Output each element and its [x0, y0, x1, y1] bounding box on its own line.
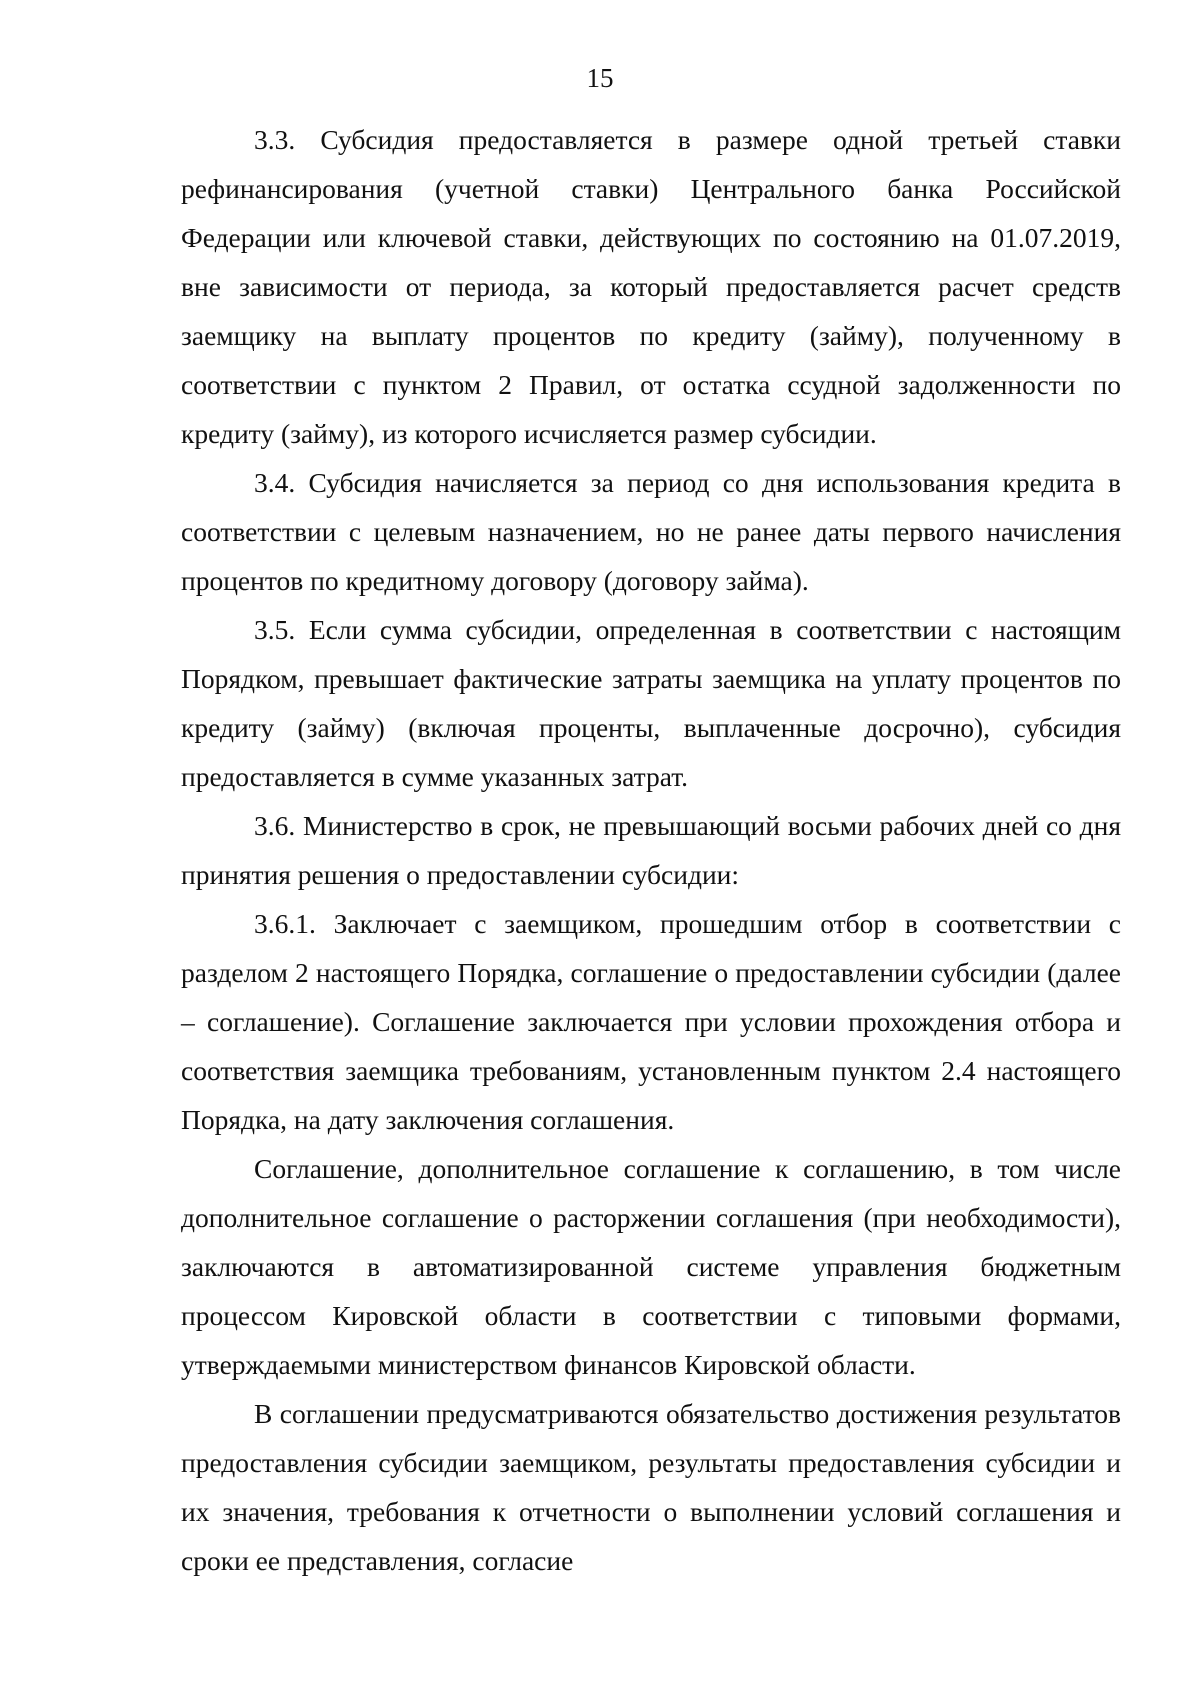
- paragraph-3-5: 3.5. Если сумма субсидии, определенная в соответствии с настоящим Порядком, превышает фактические затраты заемщика на уплату процентов по кредиту (займу) (включая проценты, выплаченные досрочно), субсидия предоставляется в сумме указанных затрат.: [181, 614, 1121, 792]
- paragraph-3-6-1: 3.6.1. Заключает с заемщиком, прошедшим отбор в соответствии с разделом 2 настоящего Порядка, соглашение о предоставлении субсидии (далее – соглашение). Соглашение заключается при условии прохождения отбора и соответствия заемщика требованиям, установленным пунктом 2.4 настоящего Порядка, на дату заключения соглашения.: [181, 908, 1121, 1135]
- page-number: 15: [586, 63, 614, 93]
- paragraph-agreement-system: Соглашение, дополнительное соглашение к соглашению, в том числе дополнительное соглашение о расторжении соглашения (при необходимости), заключаются в автоматизированной системе управления бюджетным процессом Кировской области в соответствии с типовыми формами, утверждаемыми министерством финансов Кировской области.: [181, 1153, 1121, 1380]
- paragraph-3-6: 3.6. Министерство в срок, не превышающий восьми рабочих дней со дня принятия решения о предоставлении субсидии:: [181, 810, 1121, 890]
- paragraph-3-3: 3.3. Субсидия предоставляется в размере одной третьей ставки рефинансирования (учетной ставки) Центрального банка Российской Федерации или ключевой ставки, действующих по состоянию на 01.07.2019, вне зависимости от периода, за который предоставляется расчет средств заемщику на выплату процентов по кредиту (займу), полученному в соответствии с пунктом 2 Правил, от остатка ссудной задолженности по кредиту (займу), из которого исчисляется размер субсидии.: [181, 124, 1121, 449]
- paragraph-agreement-terms: В соглашении предусматриваются обязательство достижения результатов предоставления субсидии заемщиком, результаты предоставления субсидии и их значения, требования к отчетности о выполнении условий соглашения и сроки ее представления, согласие: [181, 1398, 1121, 1576]
- document-body: [181, 115, 1121, 1585]
- paragraph-3-4: 3.4. Субсидия начисляется за период со дня использования кредита в соответствии с целевым назначением, но не ранее даты первого начисления процентов по кредитному договору (договору займа).: [181, 467, 1121, 596]
